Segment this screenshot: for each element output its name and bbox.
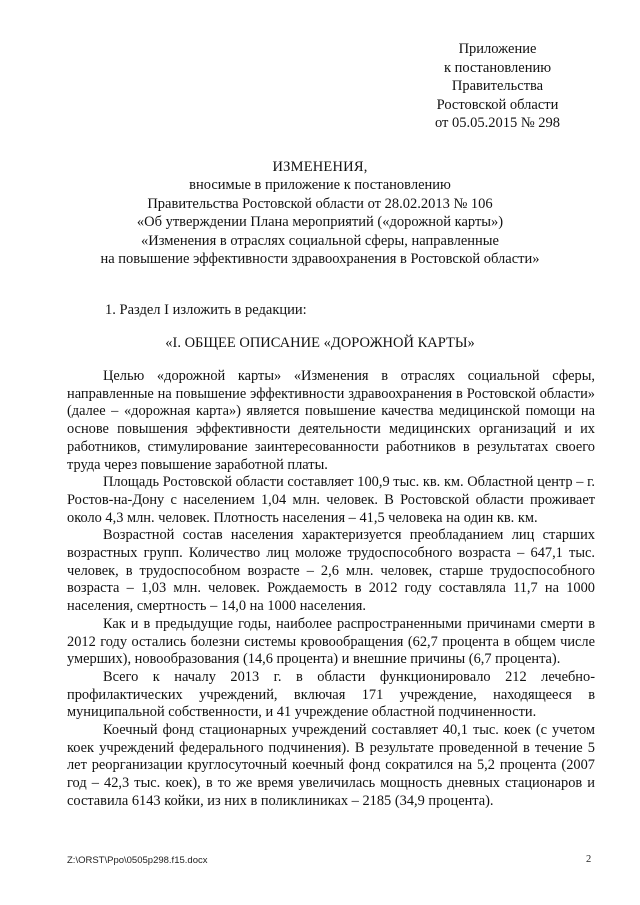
- body-text: [67, 368, 595, 811]
- appendix-line: от 05.05.2015 № 298: [434, 115, 561, 131]
- appendix-line: к постановлению: [443, 59, 552, 76]
- footer-file-path: Z:\ORST\Ppo\0505p298.f15.docx: [67, 855, 208, 866]
- changes-header-line: вносимые в приложение к постановлению: [189, 177, 451, 194]
- paragraph-age-structure: Возрастной состав населения характеризуется преобладанием лиц старших возрастных групп. Количество лиц моложе трудоспособного возраста – 647,1 тыс. человек, в трудоспособном возрасте – 2,6 млн. человек, старше трудоспособного возраста – 1,03 млн. человек. Рождаемость в 2012 году составляла 11,7 на 1000 населения, смертность – 14,0 на 1000 населения.: [67, 527, 595, 615]
- section-command: 1. Раздел I изложить в редакции:: [105, 302, 307, 318]
- paragraph-goal: Целью «дорожной карты» «Изменения в отраслях социальной сферы, направленные на повышение эффективности здравоохранения в Ростовской области» (далее – «дорожная карта») является повышение качества медицинской помощи на основе повышения эффективности деятельности медицинских организаций и их работников, стимулирование заинтересованности работников в результатах своего труда через повышение заработной платы.: [67, 368, 595, 473]
- paragraph-institutions: Всего к началу 2013 г. в области функционировало 212 лечебно-профилактических учреждений, включая 171 учреждение, находящееся в муниципальной собственности, и 41 учреждение областной подчиненности.: [67, 668, 595, 721]
- appendix-line: Приложение: [458, 41, 537, 57]
- paragraph-bed-capacity: Коечный фонд стационарных учреждений составляет 40,1 тыс. коек (с учетом коек учреждений федерального подчинения). В результате проведенной в течение 5 лет реорганизации круглосуточный коечный фонд сократился на 5,2 процента (2007 год – 42,3 тыс. коек), в то же время увеличилась мощность дневных стационаров и составила 6143 койки, из них в поликлиниках – 2185 (34,9 процента).: [67, 722, 595, 809]
- changes-header-line: на повышение эффективности здравоохранения в Ростовской области»: [100, 251, 540, 268]
- changes-title: ИЗМЕНЕНИЯ,: [272, 159, 368, 175]
- paragraph-mortality: Как и в предыдущие годы, наиболее распространенными причинами смерти в 2012 году остались болезни системы кровообращения (62,7 процента в общем числе умерших), новообразования (14,6 процента) и внешние причины (6,7 процента).: [67, 615, 595, 668]
- section-heading: «I. ОБЩЕЕ ОПИСАНИЕ «ДОРОЖНОЙ КАРТЫ»: [165, 335, 475, 351]
- paragraph-area: Площадь Ростовской области составляет 100,9 тыс. кв. км. Областной центр – г. Ростов-на-Дону с населением 1,04 млн. человек. В Ростовской области проживает около 4,3 млн. человек. Плотность населения – 41,5 человека на один кв. км.: [67, 474, 595, 526]
- changes-header-line: Правительства Ростовской области от 28.02.2013 № 106: [147, 195, 493, 212]
- appendix-line: Ростовской области: [436, 96, 559, 113]
- changes-header-line: «Изменения в отраслях социальной сферы, направленные: [141, 232, 499, 249]
- appendix-block: [400, 40, 595, 133]
- page-number: 2: [586, 854, 592, 865]
- appendix-line: Правительства: [451, 78, 544, 94]
- changes-header-line: «Об утверждении Плана мероприятий («дорожной карты»): [136, 214, 504, 231]
- changes-header: [60, 158, 580, 268]
